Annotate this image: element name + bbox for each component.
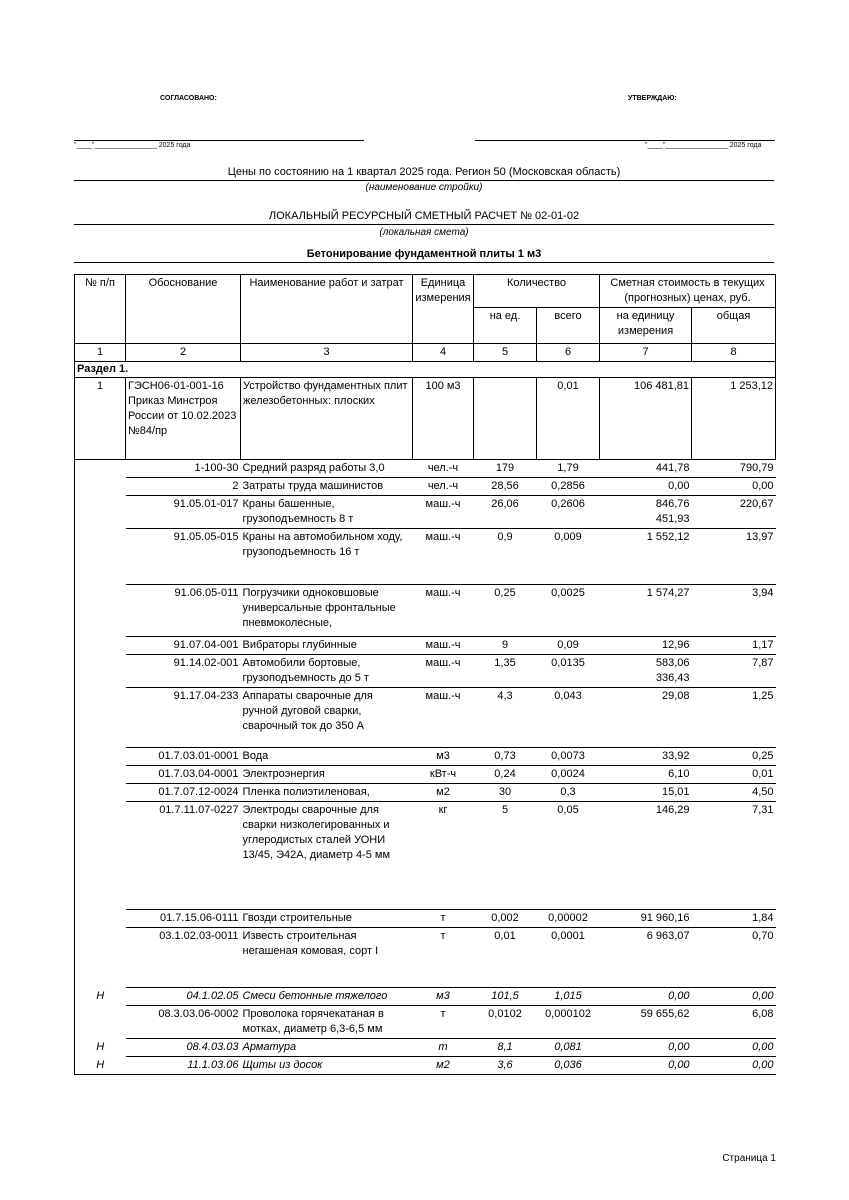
row-unit: м3 [413, 748, 474, 766]
row-mark [75, 802, 126, 910]
row-code: 08.3.03.06-0002 [126, 1006, 241, 1039]
row-cost-total: 0,00 [692, 988, 776, 1006]
row-mark [75, 585, 126, 637]
main-item-unit: 100 м3 [413, 378, 474, 460]
row-qty-unit: 8,1 [474, 1039, 537, 1057]
row-cost-unit [600, 655, 692, 688]
row-qty-total: 0,0073 [537, 748, 600, 766]
prices-title: Цены по состоянию на 1 квартал 2025 года. Регион 50 (Московская область) [74, 166, 774, 181]
row-cost-total: 1,17 [692, 637, 776, 655]
resource-row [75, 988, 776, 1006]
row-cost-unit-value: 846,76 [655, 498, 690, 510]
row-mark [75, 928, 126, 988]
row-code: 03.1.02.03-0011 [126, 928, 241, 988]
row-qty-total: 0,00002 [537, 910, 600, 928]
row-cost-unit-extra: 336,43 [655, 672, 690, 684]
row-code: 08.4.03.03 [126, 1039, 241, 1057]
row-unit: маш.-ч [413, 688, 474, 748]
row-mark: Н [75, 1057, 126, 1075]
row-cost-unit: 0,00 [600, 988, 692, 1006]
estimate-caption: (локальная смета) [379, 227, 469, 238]
main-item-qty-unit [474, 378, 537, 460]
row-name: Известь строительная негашеная комовая, сорт I [241, 928, 413, 988]
page-number: Страница 1 [722, 1153, 776, 1164]
row-cost-unit: 12,96 [600, 637, 692, 655]
row-qty-total: 0,09 [537, 637, 600, 655]
row-qty-unit: 0,73 [474, 748, 537, 766]
resource-row [75, 655, 776, 688]
row-cost-total: 6,08 [692, 1006, 776, 1039]
approval-left-label: СОГЛАСОВАНО: [160, 95, 217, 102]
row-qty-total: 1,015 [537, 988, 600, 1006]
main-item-basis: ГЭСН06-01-001-16 Приказ Минстроя России от 10.02.2023 №84/пр [126, 378, 241, 460]
row-cost-total: 4,50 [692, 784, 776, 802]
row-unit: чел.-ч [413, 460, 474, 478]
row-unit: маш.-ч [413, 585, 474, 637]
resource-row [75, 1006, 776, 1039]
row-cost-unit: 6,10 [600, 766, 692, 784]
row-cost-unit: 1 574,27 [600, 585, 692, 637]
row-cost-unit [600, 496, 692, 529]
resource-row [75, 637, 776, 655]
row-qty-unit: 3,6 [474, 1057, 537, 1075]
row-name: Средний разряд работы 3,0 [241, 460, 413, 478]
row-unit: маш.-ч [413, 496, 474, 529]
row-name: Аппараты сварочные для ручной дуговой сварки, сварочный ток до 350 А [241, 688, 413, 748]
estimate-table [74, 274, 776, 1075]
col-cost-unit-header: на единицу измерения [600, 308, 692, 344]
row-cost-total: 0,25 [692, 748, 776, 766]
column-number-4: 4 [413, 344, 474, 362]
row-code: 91.05.05-015 [126, 529, 241, 585]
row-cost-total: 790,79 [692, 460, 776, 478]
row-cost-unit-value: 583,06 [655, 657, 690, 669]
row-qty-total: 0,05 [537, 802, 600, 910]
row-cost-total: 13,97 [692, 529, 776, 585]
row-mark: Н [75, 988, 126, 1006]
row-unit: м2 [413, 1057, 474, 1075]
row-code: 04.1.02.05 [126, 988, 241, 1006]
row-qty-total: 0,081 [537, 1039, 600, 1057]
row-mark [75, 1006, 126, 1039]
row-name: Электроды сварочные для сварки низколегированных и углеродистых сталей УОНИ 13/45, Э42А, диаметр 4-5 мм [241, 802, 413, 910]
col-unit-header: Единица измерения [413, 275, 474, 344]
row-code: 01.7.07.12-0024 [126, 784, 241, 802]
column-number-5: 5 [474, 344, 537, 362]
resource-row [75, 766, 776, 784]
prices-caption: (наименование стройки) [365, 182, 483, 193]
approval-right-signature-line [475, 140, 775, 141]
row-cost-total: 7,87 [692, 655, 776, 688]
row-unit: т [413, 1006, 474, 1039]
row-code: 01.7.15.06-0111 [126, 910, 241, 928]
row-name: Пленка полиэтиленовая, [241, 784, 413, 802]
estimate-title: ЛОКАЛЬНЫЙ РЕСУРСНЫЙ СМЕТНЫЙ РАСЧЕТ № 02-01-02 [74, 210, 774, 225]
resource-row [75, 585, 776, 637]
row-code: 11.1.03.06 [126, 1057, 241, 1075]
row-cost-unit: 0,00 [600, 1039, 692, 1057]
row-cost-total: 0,01 [692, 766, 776, 784]
row-code: 01.7.11.07-0227 [126, 802, 241, 910]
resource-row [75, 748, 776, 766]
row-qty-unit: 0,002 [474, 910, 537, 928]
resource-row [75, 496, 776, 529]
row-qty-total: 0,3 [537, 784, 600, 802]
row-code: 91.14.02-001 [126, 655, 241, 688]
row-name: Щиты из досок [241, 1057, 413, 1075]
col-num-header: № п/п [75, 275, 126, 344]
row-qty-total: 0,0135 [537, 655, 600, 688]
row-name: Электроэнергия [241, 766, 413, 784]
row-name: Вода [241, 748, 413, 766]
row-qty-total: 0,0024 [537, 766, 600, 784]
row-name: Затраты труда машинистов [241, 478, 413, 496]
row-code: 91.17.04-233 [126, 688, 241, 748]
row-code: 01.7.03.01-0001 [126, 748, 241, 766]
row-cost-total: 0,00 [692, 1057, 776, 1075]
row-unit: т [413, 928, 474, 988]
col-qty-header: Количество [474, 275, 600, 308]
row-qty-unit: 101,5 [474, 988, 537, 1006]
col-cost-total-header: общая [692, 308, 776, 344]
row-qty-total: 1,79 [537, 460, 600, 478]
approval-right-label: УТВЕРЖДАЮ: [628, 95, 677, 102]
row-cost-total: 1,84 [692, 910, 776, 928]
row-mark [75, 655, 126, 688]
row-mark [75, 910, 126, 928]
row-unit: маш.-ч [413, 655, 474, 688]
row-mark [75, 688, 126, 748]
row-code: 1-100-30 [126, 460, 241, 478]
col-cost-header: Сметная стоимость в текущих (прогнозных) ценах, руб. [600, 275, 776, 308]
row-qty-total: 0,043 [537, 688, 600, 748]
section-title: Раздел 1. [75, 362, 776, 378]
row-qty-unit: 0,0102 [474, 1006, 537, 1039]
main-item-cost-total: 1 253,12 [692, 378, 776, 460]
row-code: 91.05.01-017 [126, 496, 241, 529]
row-cost-unit: 146,29 [600, 802, 692, 910]
row-cost-total: 1,25 [692, 688, 776, 748]
row-mark [75, 496, 126, 529]
row-qty-unit: 28,56 [474, 478, 537, 496]
row-cost-unit: 91 960,16 [600, 910, 692, 928]
row-qty-unit: 179 [474, 460, 537, 478]
row-cost-unit: 6 963,07 [600, 928, 692, 988]
row-name: Автомобили бортовые, грузоподъемность до 5 т [241, 655, 413, 688]
row-cost-unit: 33,92 [600, 748, 692, 766]
resource-row [75, 529, 776, 585]
row-unit: т [413, 910, 474, 928]
row-mark [75, 460, 126, 478]
row-unit: маш.-ч [413, 637, 474, 655]
row-qty-total: 0,2856 [537, 478, 600, 496]
col-name-header: Наименование работ и затрат [241, 275, 413, 344]
column-number-3: 3 [241, 344, 413, 362]
row-cost-unit-extra: 451,93 [655, 513, 690, 525]
main-item-row [75, 378, 776, 460]
column-number-row [75, 344, 776, 362]
col-qty-total-header: всего [537, 308, 600, 344]
row-cost-total: 0,70 [692, 928, 776, 988]
row-qty-total: 0,036 [537, 1057, 600, 1075]
row-cost-unit: 59 655,62 [600, 1006, 692, 1039]
row-name: Арматура [241, 1039, 413, 1057]
resource-row [75, 460, 776, 478]
row-cost-unit: 29,08 [600, 688, 692, 748]
row-qty-total: 0,009 [537, 529, 600, 585]
row-code: 2 [126, 478, 241, 496]
row-code: 91.07.04-001 [126, 637, 241, 655]
resource-row [75, 928, 776, 988]
row-cost-unit: 15,01 [600, 784, 692, 802]
col-qty-unit-header: на ед. [474, 308, 537, 344]
row-qty-total: 0,0025 [537, 585, 600, 637]
row-cost-total: 7,31 [692, 802, 776, 910]
resource-row [75, 688, 776, 748]
row-cost-unit: 441,78 [600, 460, 692, 478]
row-qty-total: 0,000102 [537, 1006, 600, 1039]
row-qty-unit: 1,35 [474, 655, 537, 688]
row-qty-unit: 4,3 [474, 688, 537, 748]
row-qty-unit: 0,01 [474, 928, 537, 988]
row-cost-total: 0,00 [692, 1039, 776, 1057]
column-number-2: 2 [126, 344, 241, 362]
row-unit: чел.-ч [413, 478, 474, 496]
row-qty-unit: 5 [474, 802, 537, 910]
main-item-name: Устройство фундаментных плит железобетонных: плоских [241, 378, 413, 460]
row-qty-total: 0,2606 [537, 496, 600, 529]
row-unit: маш.-ч [413, 529, 474, 585]
resource-row [75, 1039, 776, 1057]
row-cost-total: 220,67 [692, 496, 776, 529]
row-qty-unit: 0,9 [474, 529, 537, 585]
row-cost-total: 3,94 [692, 585, 776, 637]
row-name: Краны на автомобильном ходу, грузоподъемность 16 т [241, 529, 413, 585]
row-mark [75, 748, 126, 766]
resource-row [75, 478, 776, 496]
resource-row [75, 802, 776, 910]
row-qty-unit: 0,25 [474, 585, 537, 637]
row-name: Погрузчики одноковшовые универсальные фронтальные пневмоколесные, [241, 585, 413, 637]
row-qty-unit: 0,24 [474, 766, 537, 784]
column-number-6: 6 [537, 344, 600, 362]
row-qty-unit: 26,06 [474, 496, 537, 529]
row-qty-unit: 9 [474, 637, 537, 655]
resource-row [75, 784, 776, 802]
row-cost-unit: 1 552,12 [600, 529, 692, 585]
row-cost-unit: 0,00 [600, 478, 692, 496]
column-number-8: 8 [692, 344, 776, 362]
row-qty-total: 0,0001 [537, 928, 600, 988]
row-mark [75, 766, 126, 784]
resource-row [75, 910, 776, 928]
approval-left-signature-line [74, 140, 364, 141]
row-name: Вибраторы глубинные [241, 637, 413, 655]
approval-right-date: "____"________________ 2025 года [645, 142, 762, 149]
column-number-1: 1 [75, 344, 126, 362]
row-name: Гвозди строительные [241, 910, 413, 928]
row-cost-unit: 0,00 [600, 1057, 692, 1075]
row-unit: м2 [413, 784, 474, 802]
row-unit: м3 [413, 988, 474, 1006]
row-code: 01.7.03.04-0001 [126, 766, 241, 784]
row-mark [75, 637, 126, 655]
resource-row [75, 1057, 776, 1075]
row-mark [75, 478, 126, 496]
row-unit: кВт-ч [413, 766, 474, 784]
work-title: Бетонирование фундаментной плиты 1 м3 [74, 248, 774, 263]
row-mark [75, 529, 126, 585]
main-item-qty-total: 0,01 [537, 378, 600, 460]
row-unit: т [413, 1039, 474, 1057]
main-item-cost-unit: 106 481,81 [600, 378, 692, 460]
column-number-7: 7 [600, 344, 692, 362]
row-name: Проволока горячекатаная в мотках, диаметр 6,3-6,5 мм [241, 1006, 413, 1039]
row-name: Смеси бетонные тяжелого [241, 988, 413, 1006]
col-basis-header: Обоснование [126, 275, 241, 344]
row-cost-total: 0,00 [692, 478, 776, 496]
row-mark: Н [75, 1039, 126, 1057]
row-code: 91.06.05-011 [126, 585, 241, 637]
approval-left-date: "____"________________ 2025 года [74, 142, 191, 149]
main-item-num: 1 [75, 378, 126, 460]
row-qty-unit: 30 [474, 784, 537, 802]
row-name: Краны башенные, грузоподъемность 8 т [241, 496, 413, 529]
row-mark [75, 784, 126, 802]
row-unit: кг [413, 802, 474, 910]
